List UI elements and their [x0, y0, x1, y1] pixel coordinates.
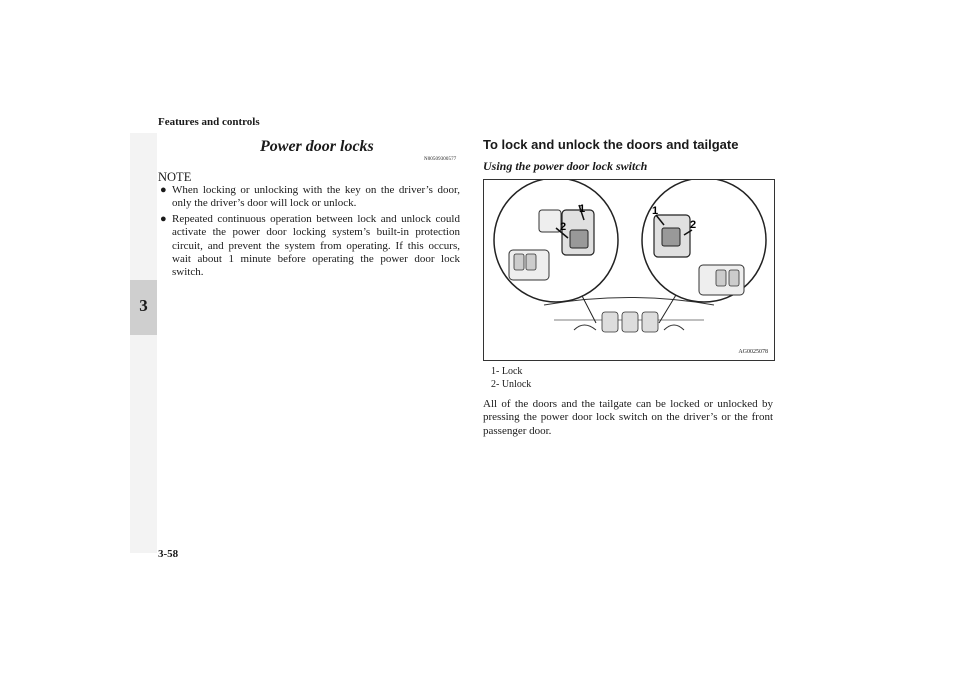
chapter-number: 3: [139, 296, 148, 315]
chapter-tab-strip: [130, 133, 157, 553]
bullet-icon: ●: [160, 184, 167, 196]
body-paragraph: All of the doors and the tailgate can be locked or unlocked by pressing the power door lock switch on the driver’s or the front passenger door.: [483, 398, 773, 437]
figure-label-2-right: 2: [690, 219, 697, 231]
note-label: NOTE: [158, 170, 192, 184]
page-title: Power door locks: [260, 138, 374, 155]
list-item: [160, 184, 460, 211]
note-list: [160, 184, 460, 282]
figure-label-2-left: 2: [560, 221, 567, 233]
figure-callouts: [491, 365, 531, 391]
page-number: 3-58: [158, 548, 179, 560]
bullet-icon: ●: [160, 212, 167, 225]
section-heading: To lock and unlock the doors and tailgate: [483, 137, 739, 152]
lock-switch-figure: [483, 179, 775, 361]
list-item-text: When locking or unlocking with the key on the driver’s door, only the driver’s door will lock or unlock.: [172, 184, 460, 210]
callout-item: 1- Lock: [491, 366, 523, 377]
figure-label-1-left: 1: [579, 203, 586, 215]
section-header: Features and controls: [158, 116, 260, 128]
figure-code: AG0025078: [738, 349, 768, 355]
list-item: [160, 213, 460, 280]
reference-code: N00509300577: [424, 157, 457, 162]
subsection-heading: Using the power door lock switch: [483, 159, 648, 173]
list-item-text: Repeated continuous operation between lock and unlock could activate the power door locking system’s built-in protection circuit, and prevent the system from operating. If this occurs, wait about 1 minute before operating the power door lock switch.: [172, 212, 460, 279]
lock-switch-illustration: [484, 180, 774, 360]
callout-item: 2- Unlock: [491, 379, 532, 390]
figure-label-1-right: 1: [652, 205, 659, 217]
